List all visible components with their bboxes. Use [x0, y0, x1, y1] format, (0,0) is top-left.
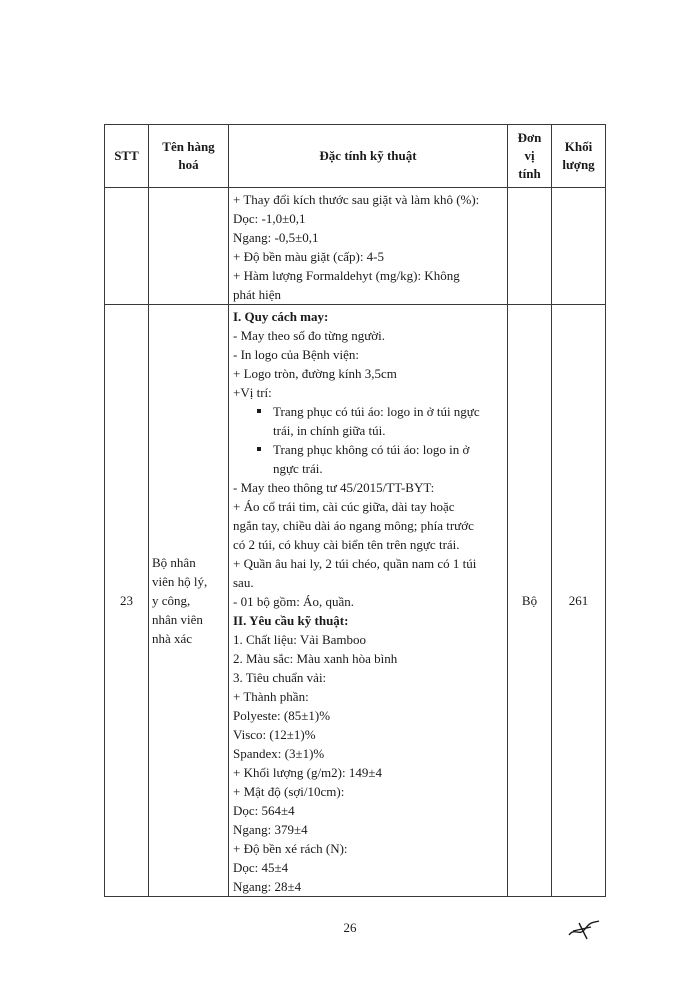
header-unit-line: Đơn	[517, 130, 542, 145]
header-unit	[508, 125, 552, 188]
cell-unit: Bộ	[508, 305, 552, 897]
signature-mark	[565, 915, 605, 945]
spec-line: - May theo thông tư 45/2015/TT-BYT:	[233, 480, 435, 495]
cell-item-name	[149, 305, 229, 897]
spec-line: +Vị trí:	[233, 385, 272, 400]
spec-line: Ngang: 379±4	[233, 822, 308, 837]
spec-line: Ngang: -0,5±0,1	[233, 230, 319, 245]
bullet-icon	[257, 447, 261, 451]
header-qty-line: Khối	[564, 139, 593, 154]
spec-line: Dọc: 45±4	[233, 860, 289, 875]
spec-line: 3. Tiêu chuẩn vải:	[233, 670, 327, 685]
cell-unit-empty	[508, 188, 552, 305]
cell-stt-empty	[105, 188, 149, 305]
item-name-line: Bộ nhân	[152, 555, 196, 570]
spec-line: - May theo số đo từng người.	[233, 328, 386, 343]
header-stt: STT	[105, 125, 149, 188]
cell-spec-continued	[229, 188, 508, 305]
spec-line: - In logo của Bệnh viện:	[233, 347, 359, 362]
spec-line: + Logo tròn, đường kính 3,5cm	[233, 366, 397, 381]
spec-line: ngắn tay, chiều dài áo ngang mông; phía trước	[233, 518, 474, 533]
header-name-line: Tên hàng	[162, 139, 215, 154]
table-row-23	[105, 305, 606, 897]
cell-qty: 261	[552, 305, 606, 897]
spec-line: + Độ bền màu giặt (cấp): 4-5	[233, 249, 385, 264]
spec-line: + Mật độ (sợi/10cm):	[233, 784, 345, 799]
spec-line: 1. Chất liệu: Vải Bamboo	[233, 632, 366, 647]
header-unit-line: vị	[524, 148, 535, 163]
cell-spec	[229, 305, 508, 897]
cell-stt: 23	[105, 305, 149, 897]
spec-line: 2. Màu sắc: Màu xanh hòa bình	[233, 651, 398, 666]
bullet-item	[233, 440, 503, 459]
section-heading: I. Quy cách may:	[233, 309, 329, 324]
spec-line: Ngang: 28±4	[233, 879, 302, 894]
spec-line: có 2 túi, có khuy cài biển tên trên ngực trái.	[233, 537, 460, 552]
item-name-line: viên hộ lý,	[152, 574, 208, 589]
bullet-item-continued: ngực trái.	[273, 461, 323, 476]
spec-line: + Thay đổi kích thước sau giặt và làm khô (%):	[233, 192, 480, 207]
spec-line: + Thành phần:	[233, 689, 309, 704]
bullet-text: Trang phục có túi áo: logo in ở túi ngực	[273, 404, 480, 419]
bullet-icon	[257, 409, 261, 413]
spec-line: sau.	[233, 575, 254, 590]
spec-line: Dọc: -1,0±0,1	[233, 211, 306, 226]
header-unit-line: tính	[518, 166, 541, 181]
cell-qty-empty	[552, 188, 606, 305]
spec-line: + Quần âu hai ly, 2 túi chéo, quần nam có 1 túi	[233, 556, 477, 571]
header-qty	[552, 125, 606, 188]
header-spec: Đặc tính kỹ thuật	[229, 125, 508, 188]
cell-name-empty	[149, 188, 229, 305]
spec-line: phát hiện	[233, 287, 282, 302]
bullet-item	[233, 402, 503, 421]
spec-line: - 01 bộ gồm: Áo, quần.	[233, 594, 354, 609]
item-name-line: y công,	[152, 593, 191, 608]
spec-line: + Hàm lượng Formaldehyt (mg/kg): Không	[233, 268, 460, 283]
item-name-line: nhà xác	[152, 631, 193, 646]
spec-line: Visco: (12±1)%	[233, 727, 316, 742]
table-row-continued	[105, 188, 606, 305]
spec-line: + Độ bền xé rách (N):	[233, 841, 348, 856]
spec-line: + Áo cổ trái tim, cài cúc giữa, dài tay hoặc	[233, 499, 455, 514]
header-qty-line: lượng	[562, 157, 595, 172]
table-header-row	[105, 125, 606, 188]
section-heading: II. Yêu cầu kỹ thuật:	[233, 613, 349, 628]
header-name	[149, 125, 229, 188]
bullet-text: Trang phục không có túi áo: logo in ở	[273, 442, 470, 457]
item-name-line: nhân viên	[152, 612, 203, 627]
spec-line: Polyeste: (85±1)%	[233, 708, 331, 723]
spec-line: Spandex: (3±1)%	[233, 746, 325, 761]
bullet-item-continued: trái, in chính giữa túi.	[273, 423, 386, 438]
header-name-line: hoá	[178, 157, 199, 172]
spec-line: + Khối lượng (g/m2): 149±4	[233, 765, 382, 780]
spec-line: Dọc: 564±4	[233, 803, 295, 818]
page-number: 26	[343, 920, 357, 935]
spec-table	[104, 124, 606, 897]
